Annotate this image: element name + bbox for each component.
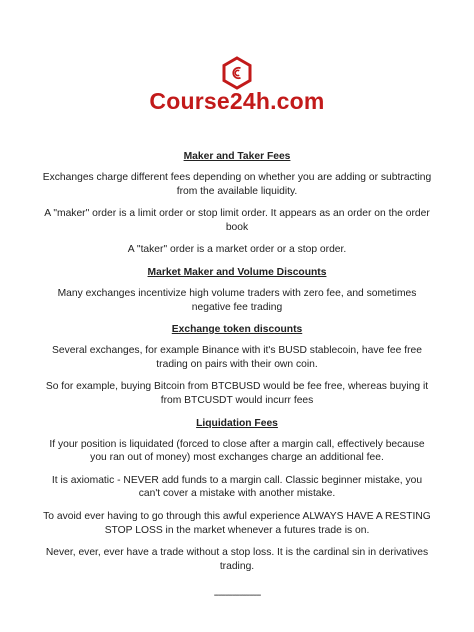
logo-text: Course24h.com: [149, 88, 325, 114]
divider-line: --------------------: [213, 590, 261, 602]
paragraph: If your position is liquidated (forced to close after a margin call, effectively because you ran out of money) most exchanges charge an additional fee.: [49, 438, 425, 464]
course24h-logo: [0, 56, 474, 115]
hexagon-cc-logo-icon: [220, 56, 254, 90]
section-heading-token-discounts: Exchange token discounts: [171, 324, 303, 336]
paragraph: Never, ever, ever have a trade without a stop loss. It is the cardinal sin in derivatives trading.: [45, 547, 429, 572]
document-body: [40, 150, 434, 601]
paragraph: A "maker" order is a limit order or stop limit order. It appears as an order on the order book: [44, 208, 430, 233]
section-heading-volume-discounts: Market Maker and Volume Discounts: [147, 266, 327, 278]
section-heading-liquidation-fees: Liquidation Fees: [196, 417, 278, 429]
paragraph: It is axiomatic - NEVER add funds to a margin call. Classic beginner mistake, you can't cover a mistake with another mistake.: [51, 474, 423, 500]
paragraph: A "taker" order is a market order or a stop order.: [127, 244, 347, 256]
section-heading-maker-taker: Maker and Taker Fees: [183, 151, 291, 162]
paragraph: Many exchanges incentivize high volume traders with zero fee, and sometimes negative fee trading: [57, 287, 417, 313]
paragraph: So for example, buying Bitcoin from BTCBUSD would be fee free, whereas buying it from BTCUSDT would incurr fees: [45, 381, 429, 406]
paragraph: To avoid ever having to go through this awful experience ALWAYS HAVE A RESTING STOP LOSS in the market whenever a futures trade is on.: [43, 510, 431, 536]
paragraph: Several exchanges, for example Binance with it's BUSD stablecoin, have fee free trading on pairs with their own coin.: [52, 345, 422, 370]
paragraph: Exchanges charge different fees depending on whether you are adding or subtracting from the available liquidity.: [42, 172, 432, 197]
